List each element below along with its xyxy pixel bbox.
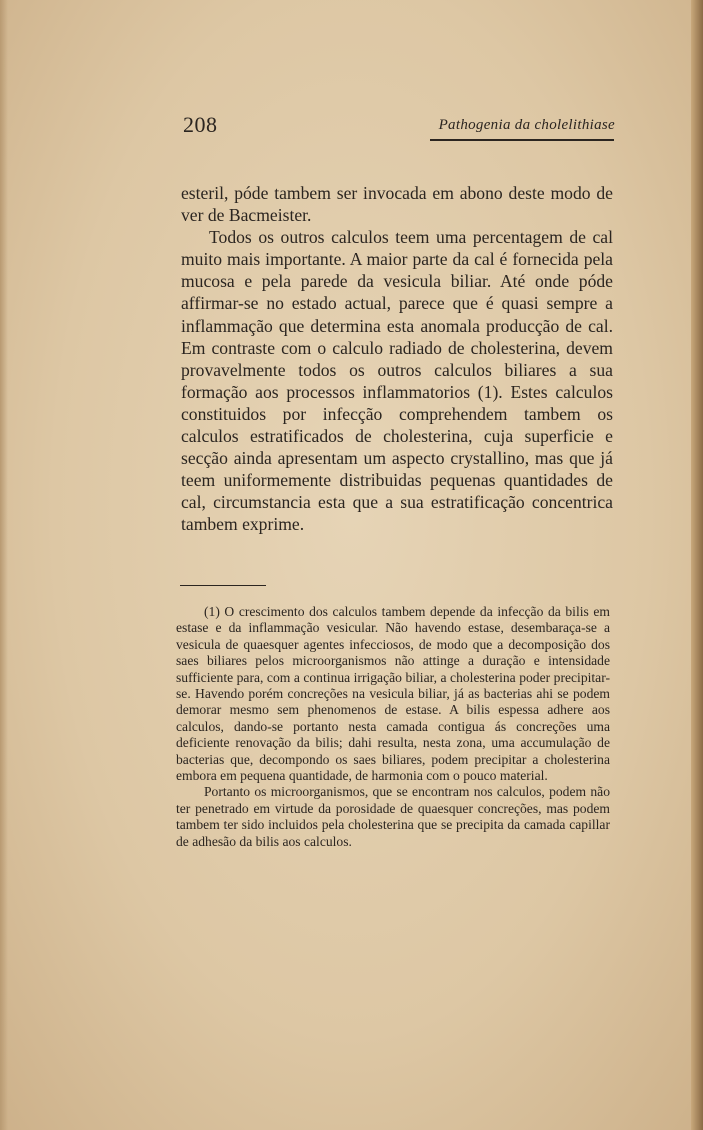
page-left-edge (0, 0, 8, 1130)
page-right-edge (691, 0, 703, 1130)
paragraph-continuation: esteril, póde tambem ser invocada em abono deste modo de ver de Bacmeister. (181, 183, 613, 226)
footnote-continuation: Portanto os microorganismos, que se encontram nos calculos, podem não ter penetrado em virtude da porosidade de quaesquer concreções, mas podem tambem ter sido incluidos pela cholesterina que se precipita da camada capillar de adhesão da bilis aos calculos. (176, 784, 610, 849)
header-rule (430, 139, 614, 141)
footnote-1: (1) O crescimento dos calculos tambem depende da infecção da bilis em estase e da inflammação vesicular. Não havendo estase, desembaraça-se a vesicula de quaesquer agentes infecciosos, de modo que a decomposição dos saes biliares pelos microorganismos não attinge a duração e intensidade sufficiente para, com a continua irrigação biliar, a cholesterina poder precipitar-se. Havendo porém concreções na vesicula biliar, já as bacterias ahi se podem demorar mesmo sem phenomenos de estase. A bilis espessa adhere aos calculos, dando-se portanto nesta camada contigua ás concreções uma deficiente renovação da bilis; dahi resulta, nesta zona, uma accumulação de bacterias que, decompondo os saes biliares, podem precipitar a cholesterina embora em pequena quantidade, de harmonia com o pouco material. (176, 604, 610, 784)
footnotes (176, 604, 610, 850)
main-text (181, 182, 613, 536)
paragraph: Todos os outros calculos teem uma percentagem de cal muito mais importante. A maior parte da cal é fornecida pela mucosa e pela parede da vesicula biliar. Até onde póde affirmar-se no estado actual, parece que é quasi sempre a inflammação que determina esta anomala producção de cal. Em contraste com o calculo radiado de cholesterina, devem provavelmente todos os outros calculos biliares a sua formação aos processos inflammatorios (1). Estes calculos constituidos por infecção comprehendem tambem os calculos estratificados de cholesterina, cuja superficie e secção ainda apresentam um aspecto crystallino, mas que já teem uniformemente distribuidas pequenas quantidades de cal, circumstancia esta que a sua estratificação concentrica tambem exprime. (181, 227, 613, 535)
page-number: 208 (183, 112, 218, 137)
running-head: Pathogenia da cholelithiase (438, 117, 615, 133)
footnote-separator (180, 585, 266, 586)
